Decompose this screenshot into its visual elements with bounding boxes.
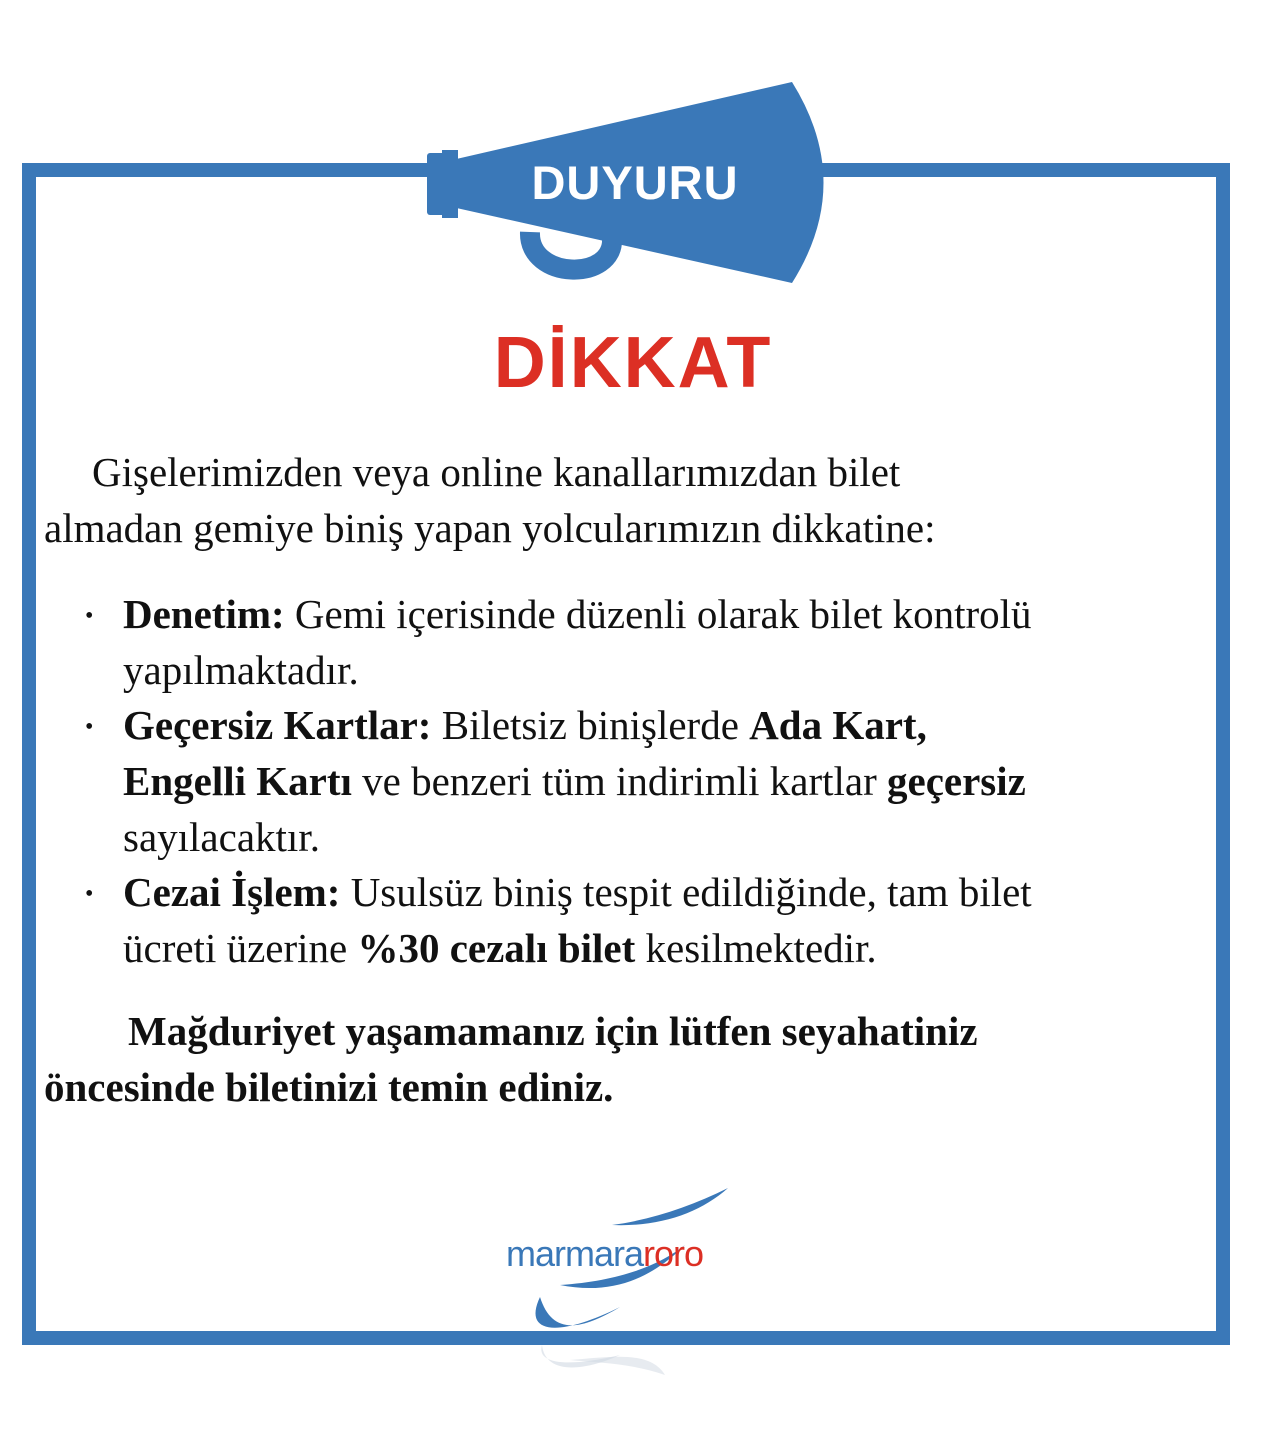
closing-line-1: Mağduriyet yaşamamanız için lütfen seyahatiniz	[128, 1008, 978, 1054]
bullet-marker: •	[85, 603, 94, 629]
bullet-denetim-line-1: Denetim: Gemi içerisinde düzenli olarak bilet kontrolü	[123, 591, 1032, 637]
closing-line-2: öncesinde biletinizi temin ediniz.	[44, 1064, 614, 1110]
logo-wordmark: marmararoro	[506, 1233, 704, 1274]
duyuru-badge: DUYURU	[531, 156, 739, 209]
bullet-cezai-line-1: Cezai İşlem: Usulsüz biniş tespit edildiğinde, tam bilet	[123, 869, 1032, 915]
bullet-denetim-line-2: yapılmaktadır.	[123, 647, 359, 693]
marmararoro-logo	[500, 1185, 760, 1385]
bullet-marker: •	[85, 714, 94, 740]
bullet-gecersiz-line-2: Engelli Kartı ve benzeri tüm indirimli kartlar geçersiz	[123, 758, 1026, 804]
bullet-gecersiz-line-3: sayılacaktır.	[123, 814, 320, 860]
intro-line-1: Gişelerimizden veya online kanallarımızdan bilet	[92, 449, 901, 495]
intro-line-2: almadan gemiye biniş yapan yolcularımızın dikkatine:	[44, 505, 936, 551]
bullet-gecersiz-line-1: Geçersiz Kartlar: Biletsiz binişlerde Ada Kart,	[123, 702, 927, 748]
page-title: DİKKAT	[493, 323, 773, 403]
bullet-marker: •	[85, 881, 94, 907]
megaphone-icon	[0, 0, 1266, 300]
bullet-cezai-line-2: ücreti üzerine %30 cezalı bilet kesilmektedir.	[123, 925, 877, 971]
